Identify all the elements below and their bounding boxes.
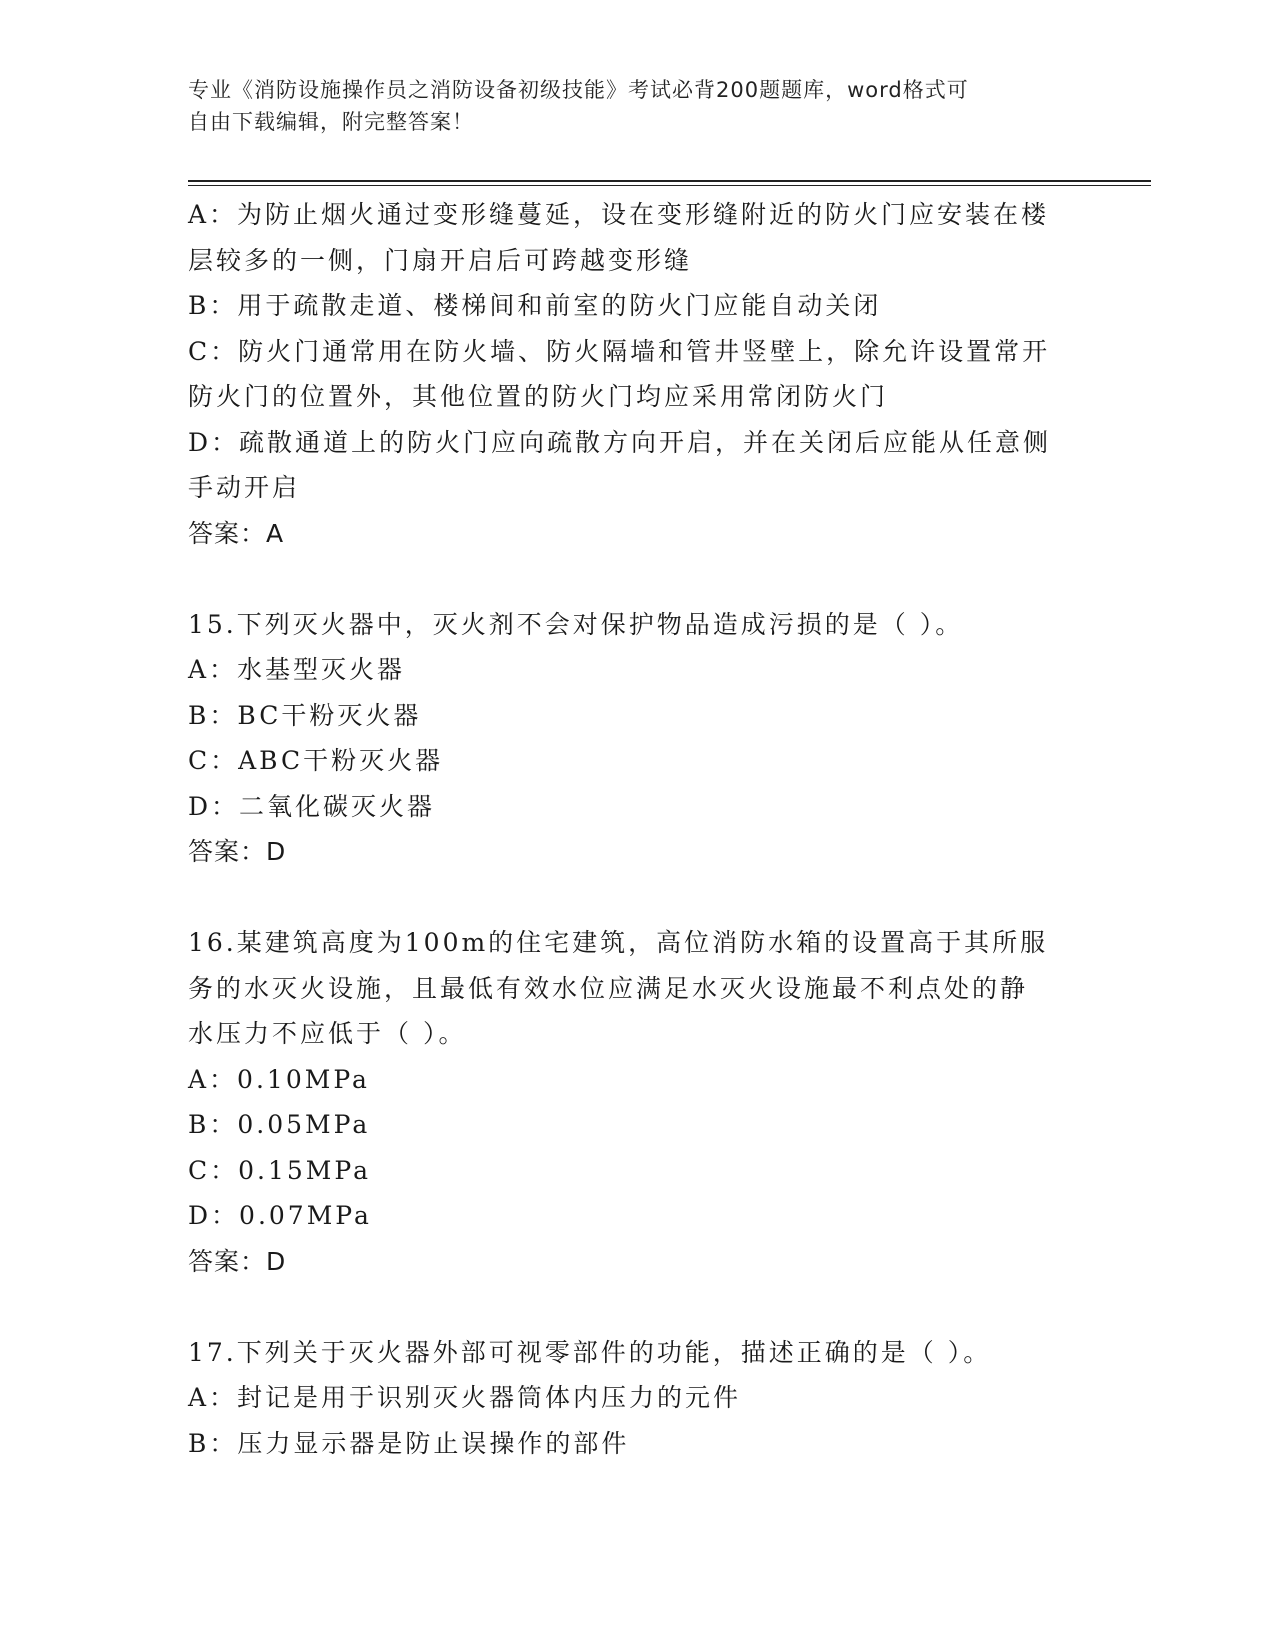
q16-option-a: A：0.10MPa — [188, 1064, 370, 1094]
q15-option-c: C：ABC干粉灭火器 — [188, 746, 444, 775]
question-15-block — [188, 602, 1088, 875]
q14-option-b: B：用于疏散走道、楼梯间和前室的防火门应能自动关闭 — [188, 291, 882, 320]
q17-option-a: A：封记是用于识别灭火器筒体内压力的元件 — [188, 1383, 742, 1412]
q14-option-c-line-2: 防火门的位置外，其他位置的防火门均应采用常闭防火门 — [188, 382, 889, 411]
q16-option-c: C：0.15MPa — [188, 1155, 371, 1185]
q16-question-line-1: 16.某建筑高度为100m的住宅建筑，高位消防水箱的设置高于其所服 — [188, 928, 1049, 957]
document-body — [188, 192, 1088, 1466]
q14-option-d-line-1: D：疏散通道上的防火门应向疏散方向开启，并在关闭后应能从任意侧 — [188, 427, 1052, 457]
q16-option-b: B：0.05MPa — [188, 1110, 371, 1139]
q16-option-d: D：0.07MPa — [188, 1201, 372, 1230]
q15-question: 15.下列灭火器中，灭火剂不会对保护物品造成污损的是（ ）。 — [188, 609, 964, 639]
question-17-block — [188, 1330, 1088, 1467]
question-14-block — [188, 192, 1088, 556]
header-rule-thick — [188, 180, 1151, 182]
q14-option-c-line-1: C：防火门通常用在防火墙、防火隔墙和管井竖壁上，除允许设置常开 — [188, 336, 1051, 366]
spacer — [188, 875, 1088, 921]
header-line-1: 专业《消防设施操作员之消防设备初级技能》考试必背200题题库，word格式可 — [188, 78, 969, 102]
header-rule-thin — [188, 185, 1151, 186]
q16-answer: 答案：D — [188, 1246, 287, 1276]
question-16-block — [188, 920, 1088, 1284]
header-line-2: 自由下载编辑，附完整答案！ — [188, 110, 474, 134]
q15-option-b: B：BC干粉灭火器 — [188, 700, 422, 730]
q15-answer: 答案：D — [188, 837, 287, 866]
q16-question-line-3: 水压力不应低于（ ）。 — [188, 1019, 467, 1048]
q17-option-b: B：压力显示器是防止误操作的部件 — [188, 1428, 630, 1458]
q14-option-d-line-2: 手动开启 — [188, 473, 301, 502]
spacer — [188, 556, 1088, 602]
spacer — [188, 1284, 1088, 1330]
q16-question-line-2: 务的水灭火设施，且最低有效水位应满足水灭火设施最不利点处的静 — [188, 973, 1029, 1003]
q14-option-a-line-1: A：为防止烟火通过变形缝蔓延，设在变形缝附近的防火门应安装在楼 — [188, 200, 1050, 229]
q17-question: 17.下列关于灭火器外部可视零部件的功能，描述正确的是（ ）。 — [188, 1337, 992, 1367]
q14-answer: 答案：A — [188, 518, 285, 548]
q15-option-d: D：二氧化碳灭火器 — [188, 791, 436, 821]
page-header — [188, 74, 1088, 138]
q15-option-a: A：水基型灭火器 — [188, 655, 406, 684]
q14-option-a-line-2: 层较多的一侧，门扇开启后可跨越变形缝 — [188, 245, 693, 275]
